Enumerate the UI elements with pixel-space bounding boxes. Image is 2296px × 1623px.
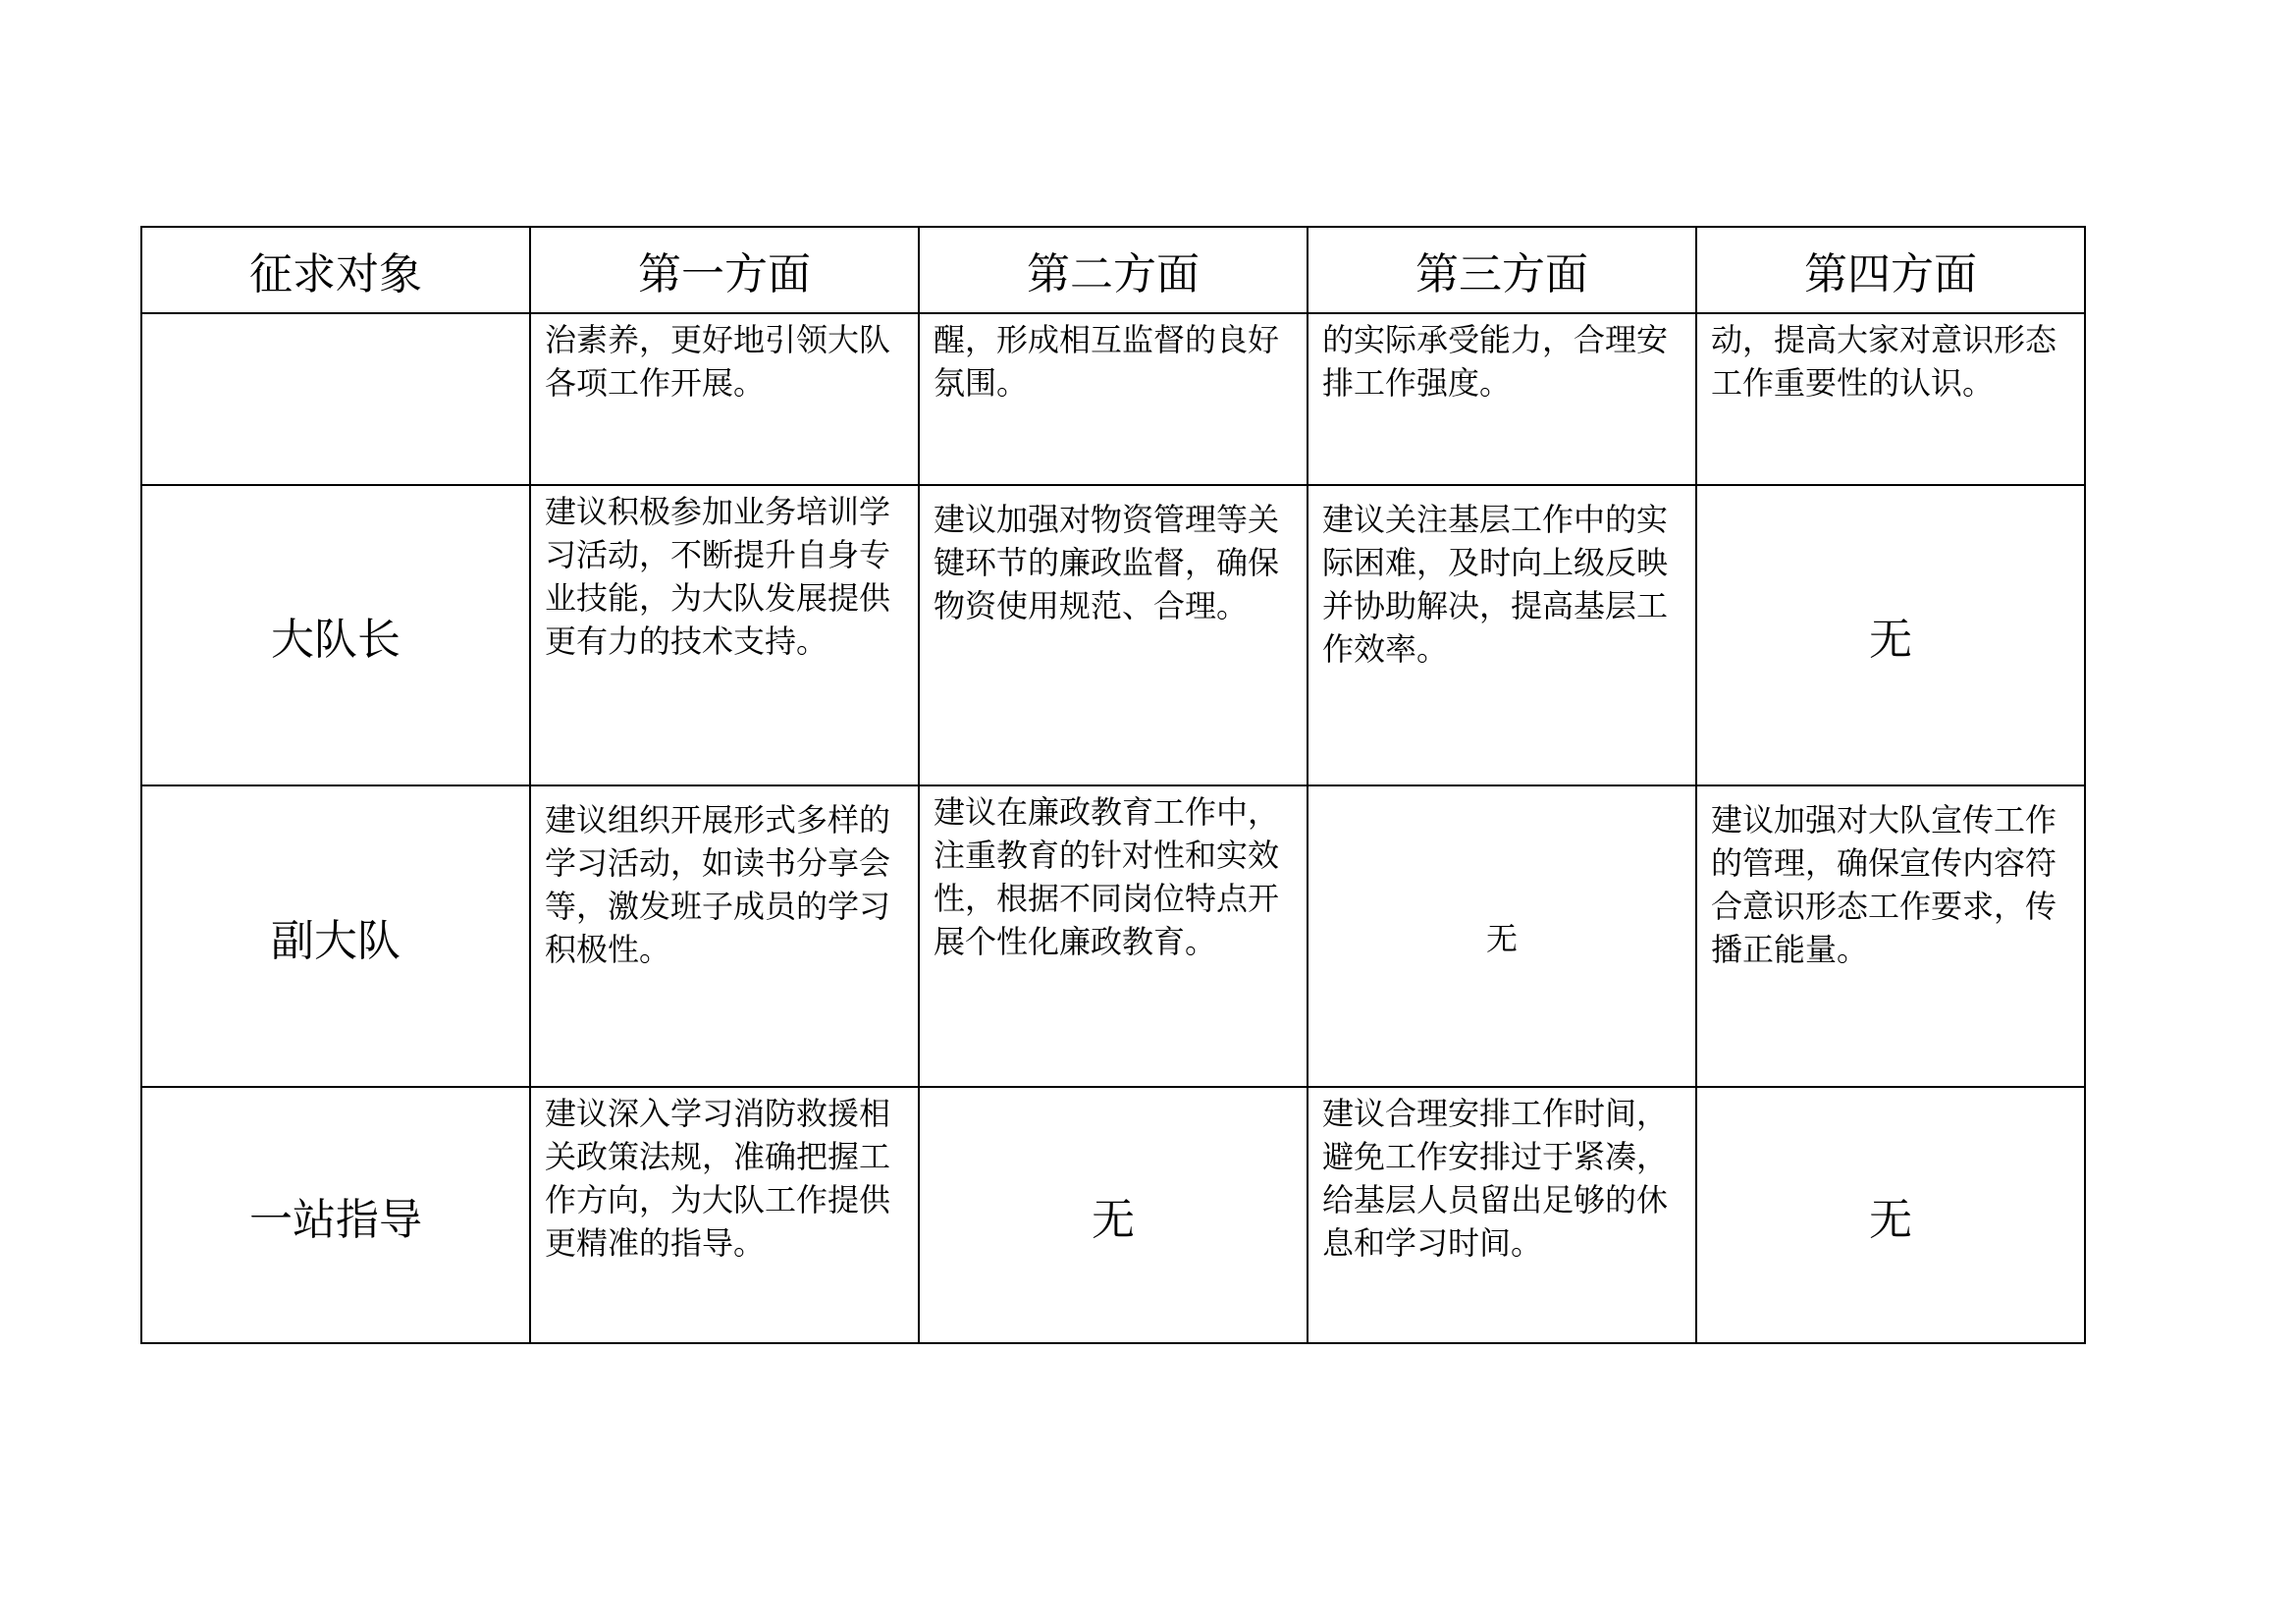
table-cell-none: 无: [1308, 785, 1696, 1087]
table-cell: 建议加强对物资管理等关键环节的廉政监督，确保物资使用规范、合理。: [919, 485, 1308, 785]
row-target-cell: 副大队: [141, 785, 530, 1087]
table-cell: 建议在廉政教育工作中，注重教育的针对性和实效性，根据不同岗位特点开展个性化廉政教育。: [919, 785, 1308, 1087]
column-header-aspect-2: 第二方面: [919, 227, 1308, 313]
table-cell: 动，提高大家对意识形态工作重要性的认识。: [1696, 313, 2085, 485]
table-row: [141, 313, 2085, 485]
column-header-aspect-4: 第四方面: [1696, 227, 2085, 313]
row-target-cell: [141, 313, 530, 485]
column-header-aspect-3: 第三方面: [1308, 227, 1696, 313]
table-cell-none: 无: [919, 1087, 1308, 1343]
table-row: [141, 1087, 2085, 1343]
table-row: [141, 485, 2085, 785]
table-cell-none: 无: [1696, 1087, 2085, 1343]
row-target-cell: 一站指导: [141, 1087, 530, 1343]
table-cell: 建议深入学习消防救援相关政策法规，准确把握工作方向，为大队工作提供更精准的指导。: [530, 1087, 919, 1343]
table-cell: 建议组织开展形式多样的学习活动，如读书分享会等，激发班子成员的学习积极性。: [530, 785, 919, 1087]
column-header-target: 征求对象: [141, 227, 530, 313]
table-cell: 建议积极参加业务培训学习活动，不断提升自身专业技能，为大队发展提供更有力的技术支持。: [530, 485, 919, 785]
table-cell: 治素养，更好地引领大队各项工作开展。: [530, 313, 919, 485]
table-cell: 醒，形成相互监督的良好氛围。: [919, 313, 1308, 485]
table-cell-none: 无: [1696, 485, 2085, 785]
table-cell: 建议合理安排工作时间，避免工作安排过于紧凑，给基层人员留出足够的休息和学习时间。: [1308, 1087, 1696, 1343]
row-target-cell: 大队长: [141, 485, 530, 785]
table-header-row: [141, 227, 2085, 313]
opinion-table: [140, 226, 2086, 1344]
column-header-aspect-1: 第一方面: [530, 227, 919, 313]
table-cell: 的实际承受能力，合理安排工作强度。: [1308, 313, 1696, 485]
table-row: [141, 785, 2085, 1087]
table-cell: 建议关注基层工作中的实际困难，及时向上级反映并协助解决，提高基层工作效率。: [1308, 485, 1696, 785]
table-cell: 建议加强对大队宣传工作的管理，确保宣传内容符合意识形态工作要求，传播正能量。: [1696, 785, 2085, 1087]
